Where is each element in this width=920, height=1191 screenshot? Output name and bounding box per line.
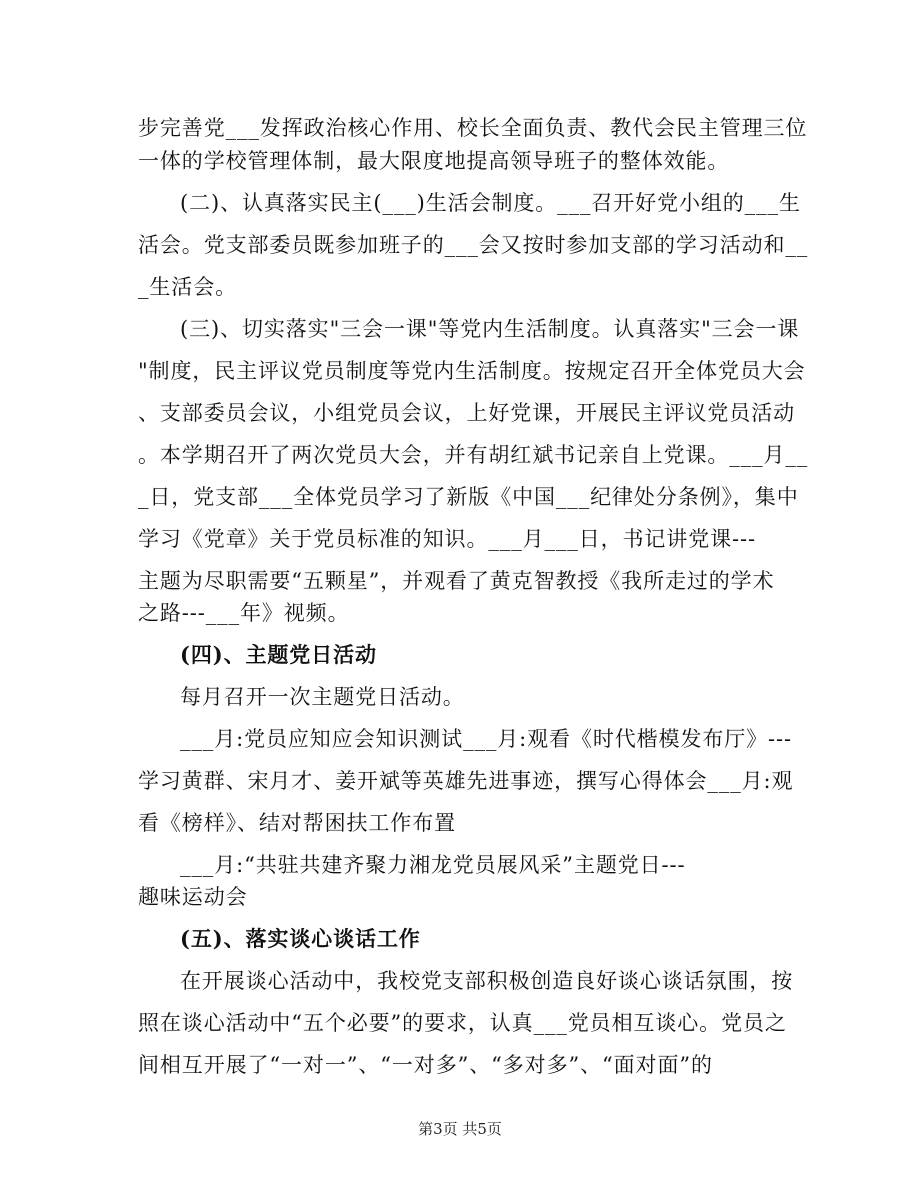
text-line: 步完善党___发挥政治核心作用、校长全面负责、教代会民主管理三位	[138, 116, 808, 140]
text-line: (三)、切实落实"三会一课"等党内生活制度。认真落实"三会一课	[180, 317, 800, 341]
text-line: 学习《党章》关于党员标准的知识。___月___日，书记讲党课---	[138, 527, 756, 551]
text-line: 活会。党支部委员既参加班子的___会又按时参加支部的学习活动和__	[138, 233, 809, 257]
text-line: 趣味运动会	[138, 885, 248, 909]
text-line: _日，党支部___全体党员学习了新版《中国___纪律处分条例》，集中	[138, 485, 799, 509]
text-line: 间相互开展了“一对一”、“一对多”、“多对多”、“面对面”的	[138, 1053, 713, 1077]
text-line: 、支部委员会议，小组党员会议，上好党课，开展民主评议党员活动	[138, 401, 795, 425]
section-heading-four: (四)、主题党日活动	[180, 642, 377, 667]
text-line: 。本学期召开了两次党员大会，并有胡红斌书记亲自上党课。___月__	[138, 443, 809, 467]
page-number: 第3页 共5页	[418, 1120, 502, 1138]
text-line: _生活会。	[138, 275, 237, 299]
text-line: 照在谈心活动中“五个必要”的要求，认真___党员相互谈心。党员之	[138, 1011, 787, 1035]
text-line: 学习黄群、宋月才、姜开斌等英雄先进事迹，撰写心得体会___月:观	[138, 769, 794, 793]
text-line: 之路---___年》视频。	[138, 601, 350, 625]
text-line: ___月:“共驻共建齐聚力湘龙党员展风采”主题党日---	[180, 853, 686, 877]
text-line: 一体的学校管理体制，最大限度地提高领导班子的整体效能。	[138, 149, 730, 173]
text-line: 主题为尽职需要“五颗星”，并观看了黄克智教授《我所走过的学术	[138, 569, 775, 593]
text-line: 每月召开一次主题党日活动。	[180, 685, 465, 709]
text-line: (二)、认真落实民主(___)生活会制度。___召开好党小组的___生	[180, 191, 801, 215]
text-line: "制度，民主评议党员制度等党内生活制度。按规定召开全体党员大会	[138, 359, 806, 383]
text-line: ___月:党员应知应会知识测试___月:观看《时代楷模发布厅》---	[180, 727, 793, 751]
text-line: 看《榜样》、结对帮困扶工作布置	[138, 811, 456, 835]
text-line: 在开展谈心活动中，我校党支部积极创造良好谈心谈话氛围，按	[180, 969, 794, 993]
section-heading-five: (五)、落实谈心谈话工作	[180, 926, 421, 951]
